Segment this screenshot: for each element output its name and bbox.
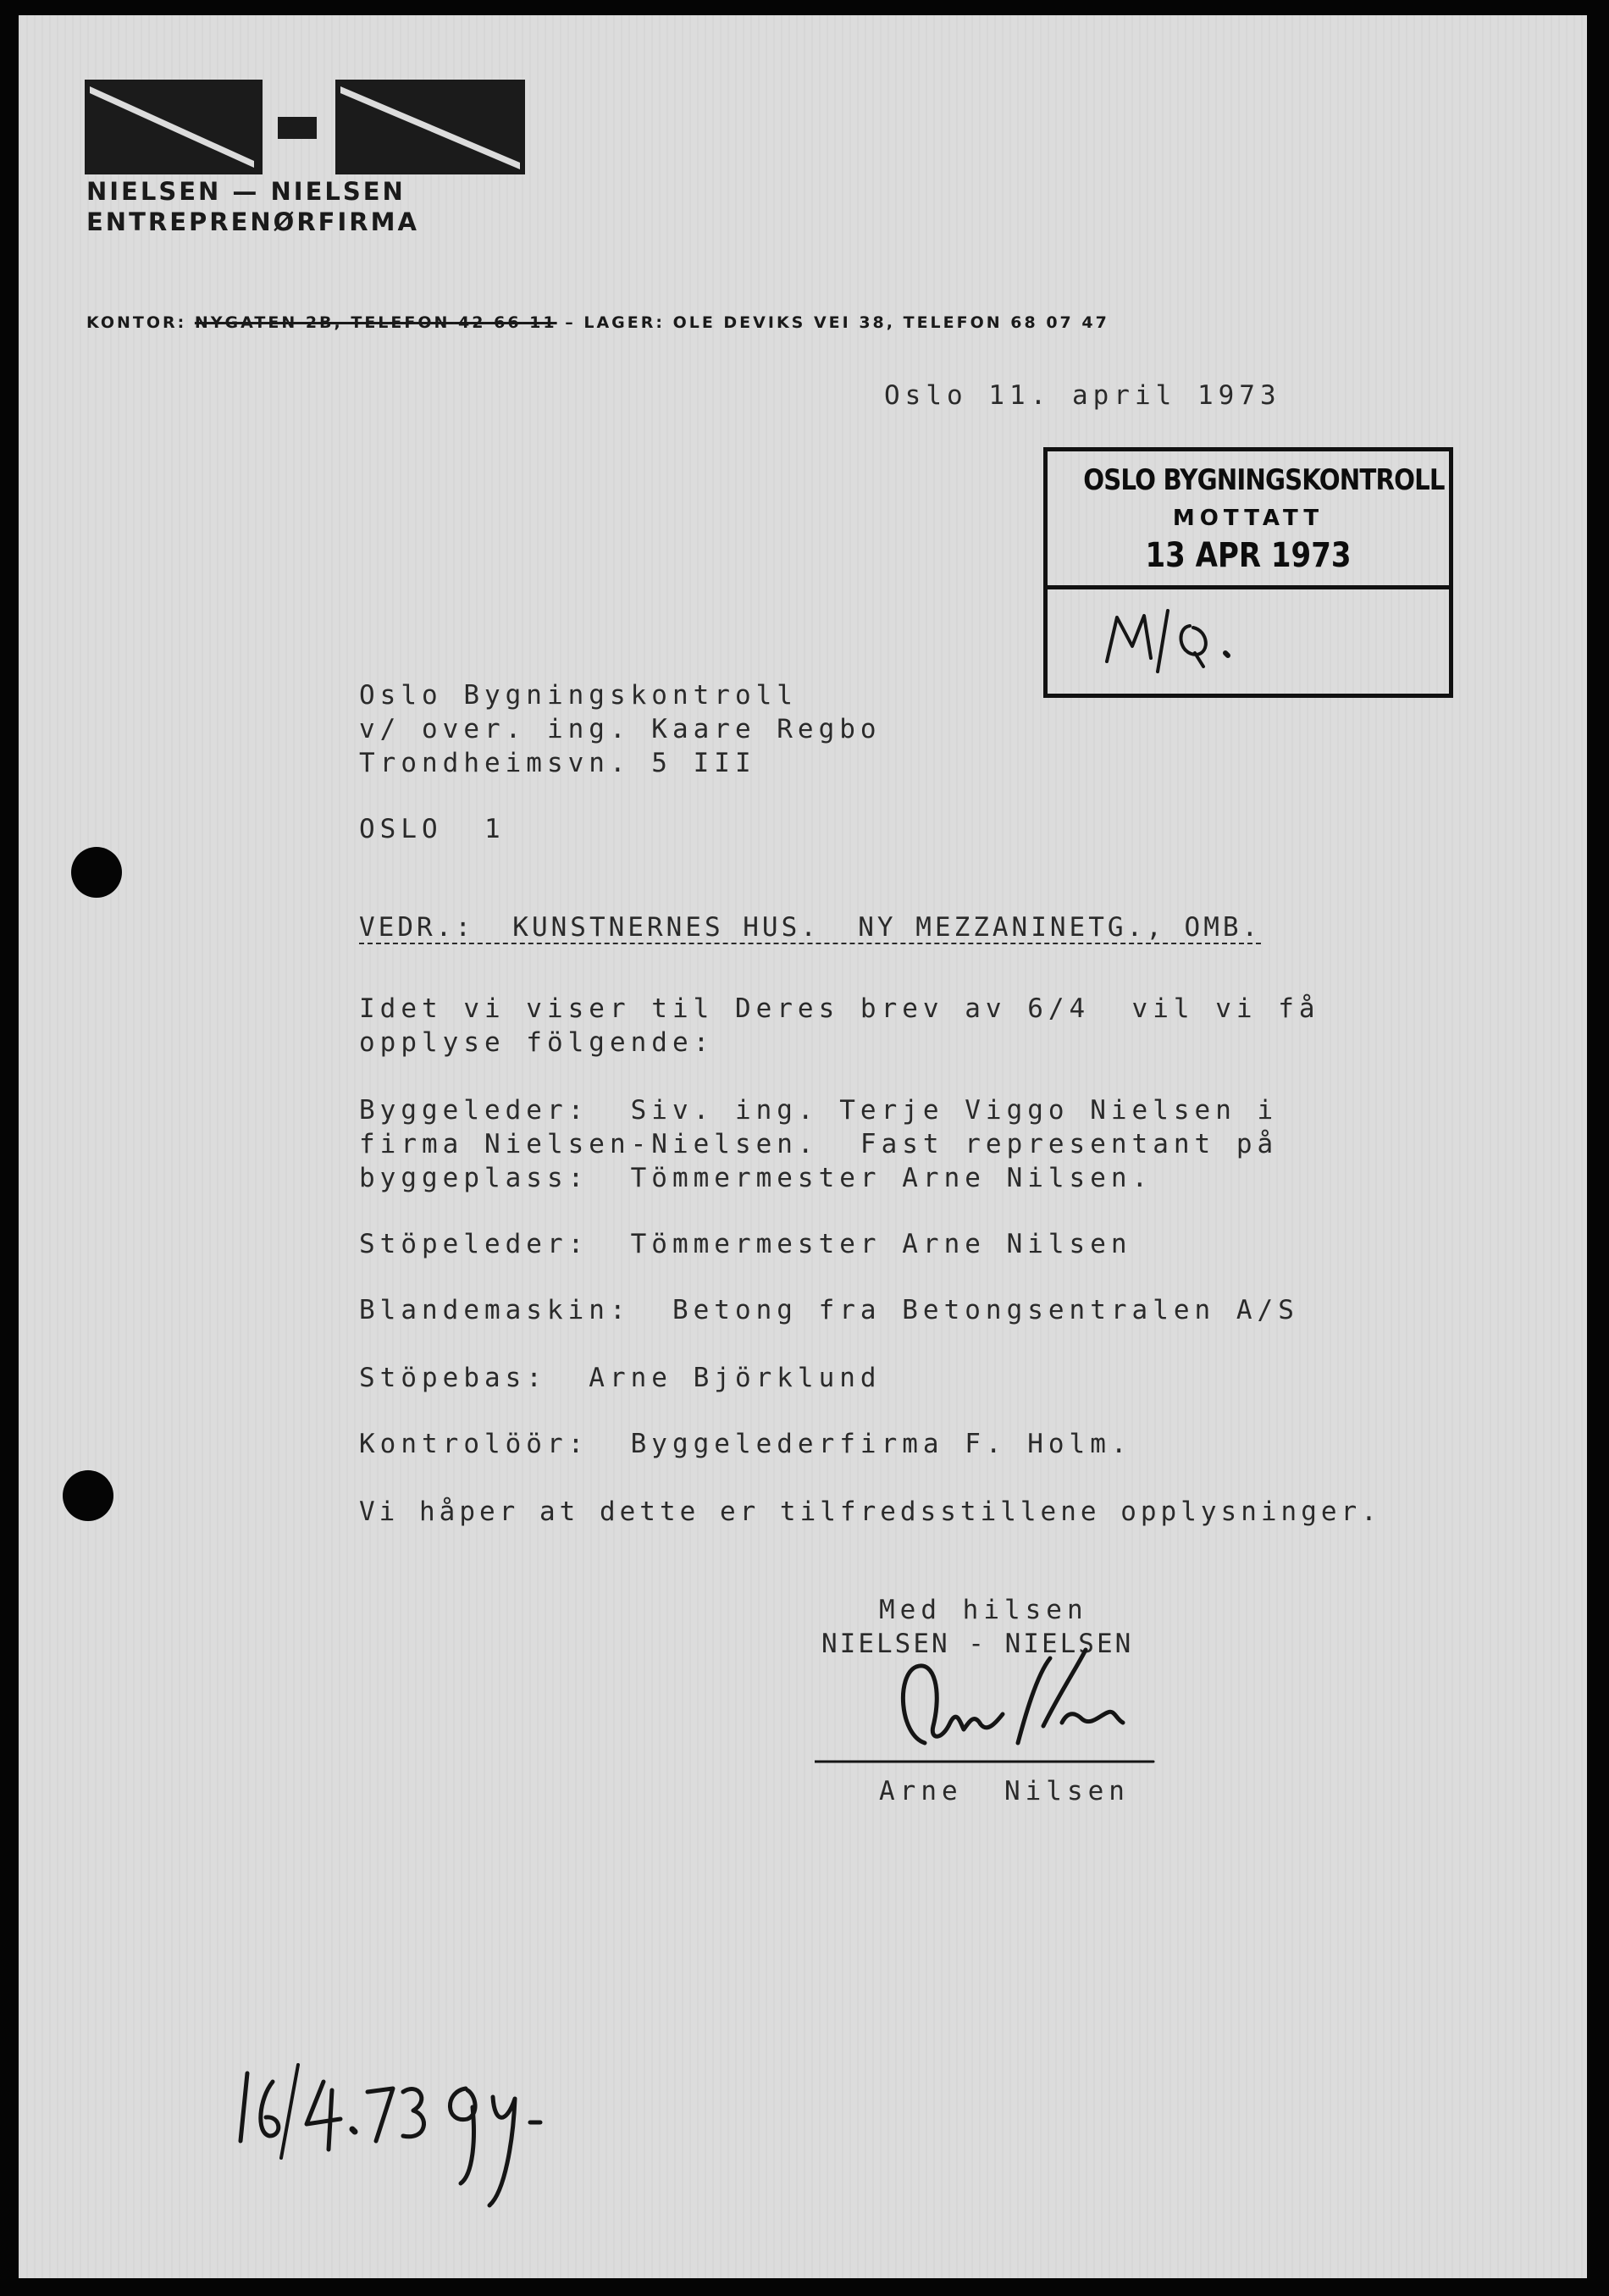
stamp-title: OSLO BYGNINGSKONTROLL — [1083, 463, 1445, 497]
stamp-header — [1048, 451, 1449, 589]
body-closing: Vi håper at dette er tilfredsstillene opplysninger. — [359, 1497, 1381, 1527]
recipient-line2: v/ over. ing. Kaare Regbo — [359, 714, 882, 744]
stamp-date: 13 APR 1973 — [1145, 536, 1352, 575]
letter-date: Oslo 11. april 1973 — [884, 380, 1281, 411]
stamp-status: MOTTATT — [1172, 506, 1324, 531]
company-name-line1: NIELSEN — NIELSEN — [86, 177, 406, 206]
body-byggeleder-line2: firma Nielsen-Nielsen. Fast representant på — [359, 1129, 1279, 1159]
recipient-city: OSLO 1 — [359, 814, 506, 844]
handwritten-signature — [815, 1641, 1170, 1768]
body-byggeleder-line3: byggeplass: Tömmermester Arne Nilsen. — [359, 1163, 1153, 1193]
subject-line: VEDR.: KUNSTNERNES HUS. NY MEZZANINETG., OMB. — [359, 912, 1262, 943]
body-intro-line1: Idet vi viser til Deres brev av 6/4 vil vi få — [359, 993, 1320, 1024]
company-name — [86, 176, 594, 237]
body-stopebas: Stöpebas: Arne Björklund — [359, 1363, 882, 1393]
company-logo — [85, 80, 525, 174]
document-page — [19, 15, 1587, 2278]
address-kontor-label: KONTOR: — [86, 313, 187, 332]
body-kontroloor: Kontrolöör: Byggelederfirma F. Holm. — [359, 1429, 1132, 1459]
body-stopeleder: Stöpeleder: Tömmermester Arne Nilsen — [359, 1229, 1132, 1259]
address-struck-text: NYGATEN 2B, TELEFON 42 66 11 — [194, 313, 557, 332]
signature-company: NIELSEN - NIELSEN — [821, 1629, 1134, 1659]
letterhead-address — [86, 313, 1577, 332]
body-blandemaskin: Blandemaskin: Betong fra Betongsentralen A/S — [359, 1295, 1299, 1325]
body-byggeleder-line1: Byggeleder: Siv. ing. Terje Viggo Nielsen i — [359, 1095, 1279, 1126]
signature-greeting: Med hilsen — [879, 1595, 1088, 1625]
punch-hole-lower — [63, 1470, 113, 1521]
body-intro-line2: opplyse fölgende: — [359, 1027, 715, 1058]
recipient-line3: Trondheimsvn. 5 III — [359, 748, 756, 778]
handwritten-note — [222, 2048, 578, 2217]
received-stamp — [1043, 447, 1453, 698]
signature-name: Arne Nilsen — [879, 1776, 1130, 1806]
recipient-line1: Oslo Bygningskontroll — [359, 680, 798, 711]
stamp-handwritten-initials — [1098, 602, 1268, 678]
punch-hole-upper — [71, 847, 122, 898]
address-lager-text: – LAGER: OLE DEVIKS VEI 38, TELEFON 68 07 47 — [565, 313, 1109, 332]
company-name-line2: ENTREPRENØRFIRMA — [86, 207, 419, 236]
